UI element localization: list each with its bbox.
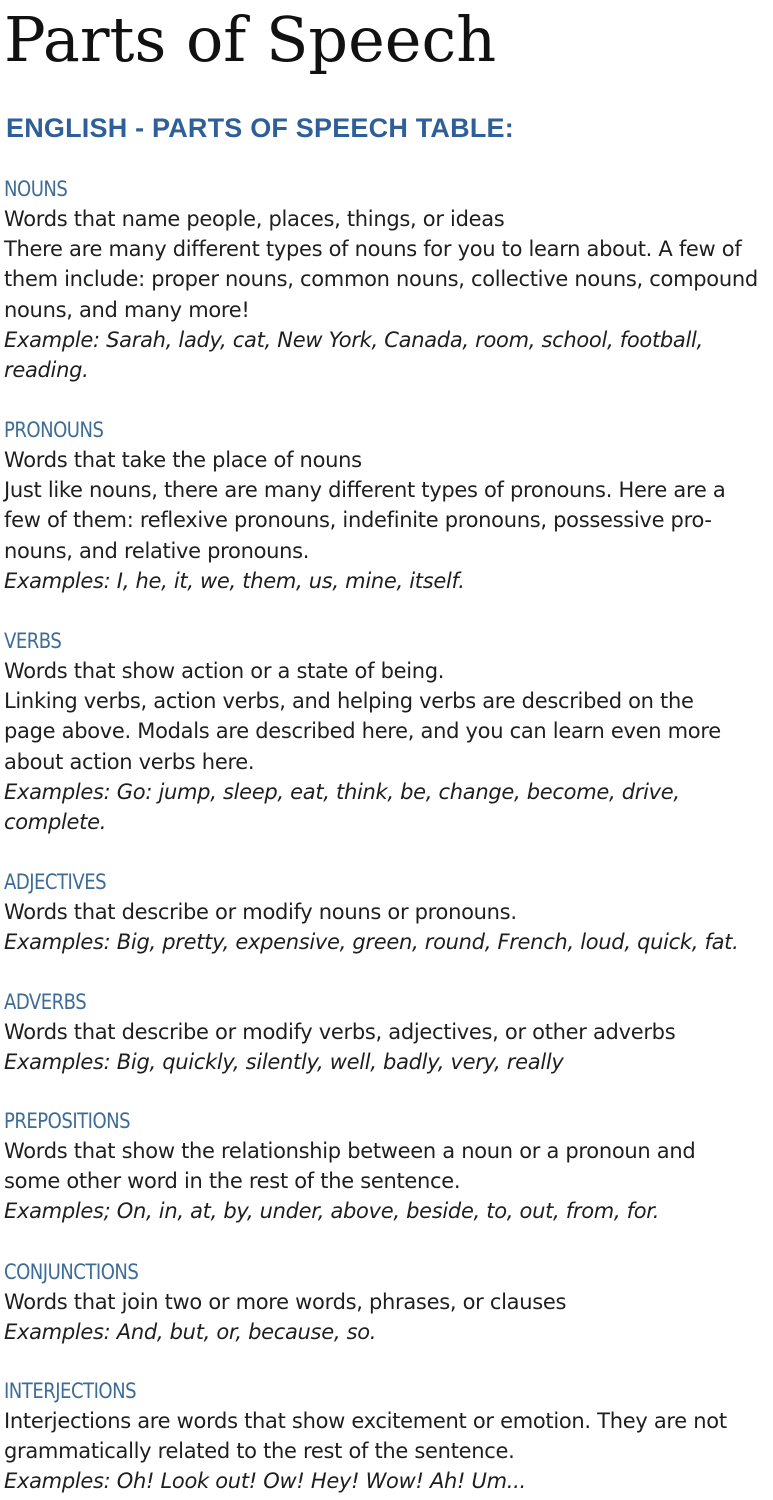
section-heading: ADJECTIVES [4,870,107,894]
section-heading: PRONOUNS [4,418,104,442]
description-line: nouns, and many more! [4,297,250,322]
description-line: about action verbs here. [4,749,255,774]
definition-line: Words that describe or modify verbs, adjectives, or other adverbs [4,1020,676,1044]
section-interjections [4,1376,770,1497]
section-heading: CONJUNCTIONS [4,1260,139,1284]
definition-line: Words that join two or more words, phrases, or clauses [4,1290,567,1314]
section-verbs [4,626,770,837]
section-conjunctions [4,1257,770,1347]
definition-line: Words that describe or modify nouns or pronouns. [4,900,517,924]
example-line: Examples: And, but, or, because, so. [4,1320,377,1345]
description-line: page above. Modals are described here, and you can learn even more [4,719,721,744]
example-line: Examples: Big, pretty, expensive, green, round, French, loud, quick, fat. [4,930,739,955]
definition-line: Words that show action or a state of being. [4,659,445,683]
description-line: them include: proper nouns, common nouns, collective nouns, compound [4,267,758,292]
example-line: Examples: Oh! Look out! Ow! Hey! Wow! Ah! Um... [4,1469,526,1494]
section-heading: NOUNS [4,177,68,201]
example-line: Examples; On, in, at, by, under, above, beside, to, out, from, for. [4,1199,660,1224]
definition-line: Words that show the relationship between a noun or a pronoun and [4,1139,696,1163]
definition-line: some other word in the rest of the sentence. [4,1169,461,1194]
section-heading: INTERJECTIONS [4,1379,137,1403]
example-line: Examples: Go: jump, sleep, eat, think, be, change, become, drive, [4,779,680,804]
example-line: Examples: Big, quickly, silently, well, badly, very, really [4,1050,564,1075]
section-adjectives [4,867,770,957]
example-line: Example: Sarah, lady, cat, New York, Canada, room, school, football, [4,327,703,352]
section-prepositions [4,1106,770,1227]
section-pronouns [4,415,770,596]
section-heading: VERBS [4,629,62,653]
section-heading: PREPOSITIONS [4,1109,131,1133]
definition-line: Words that take the place of nouns [4,448,362,472]
description-line: Just like nouns, there are many different types of pronouns. Here are a [4,478,726,503]
definition-line: grammatically related to the rest of the sentence. [4,1439,515,1464]
page-title: Parts of Speech [4,3,497,76]
example-line: Examples: I, he, it, we, them, us, mine, itself. [4,568,465,593]
table-subtitle: ENGLISH - PARTS OF SPEECH TABLE: [6,113,514,143]
section-heading: ADVERBS [4,990,87,1014]
example-line: reading. [4,358,89,383]
description-line: There are many different types of nouns for you to learn about. A few of [4,237,742,262]
description-line: nouns, and relative pronouns. [4,538,310,563]
description-line: few of them: reflexive pronouns, indefinite pronouns, possessive pro- [4,508,712,533]
description-line: Linking verbs, action verbs, and helping verbs are described on the [4,689,694,714]
definition-line: Words that name people, places, things, or ideas [4,207,505,231]
section-nouns [4,174,770,385]
section-adverbs [4,987,770,1077]
definition-line: Interjections are words that show excitement or emotion. They are not [4,1409,727,1433]
example-line: complete. [4,810,107,835]
